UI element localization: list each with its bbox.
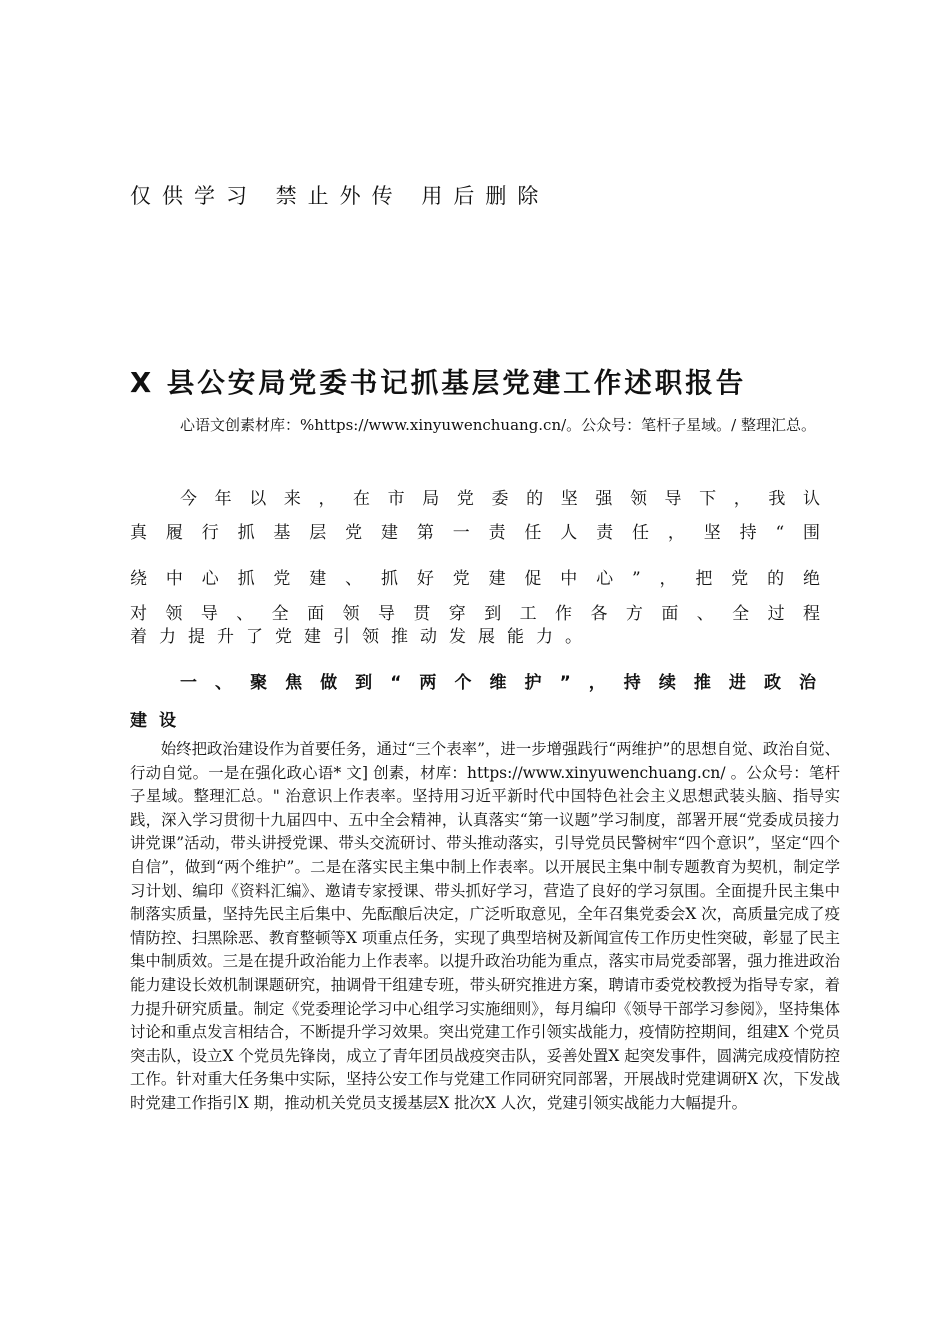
intro-line-5: 着力提升了党建引领推动发展能力。 <box>130 627 594 647</box>
section-1-heading-line-2: 建设 <box>130 711 188 731</box>
notice-banner: 仅供学习 禁止外传 用后删除 <box>130 184 550 208</box>
section-1-heading-line-1: 一、聚焦做到“两个维护”，持续推进政治 <box>180 673 816 693</box>
intro-line-3: 绕中心抓党建、抓好党建促中心”，把党的绝 <box>130 569 820 589</box>
section-1-body: 始终把政治建设作为首要任务，通过“三个表率”，进一步增强践行“两维护”的思想自觉、政治自觉、行动自觉。一是在强化政心语* 文] 创素，材库：https://www.xinyuwenchuang.cn/ 。公众号：笔杆子星域。整理汇总。" 治意识上作表率。坚持用习近平新时代中国特色社会主义思想武装头脑、指导实践，深入学习贯彻十九届四中、五中全会精神，认真落实“第一议题”学习制度，部署开展“党委成员接力讲党课”活动，带头讲授党课、带头交流研讨、带头推动落实，引导党员民警树牢“四个意识”，坚定“四个自信”，做到“两个维护”。二是在落实民主集中制上作表率。以开展民主集中制专题教育为契机，制定学习计划、编印《资料汇编》、邀请专家授课、带头抓好学习，营造了良好的学习氛围。全面提升民主集中制落实质量，坚持先民主后集中、先酝酿后决定，广泛听取意见，全年召集党委会X 次，高质量完成了疫情防控、扫黑除恶、教育整顿等X 项重点任务，实现了典型培树及新闻宣传工作历史性突破，彰显了民主集中制质效。三是在提升政治能力上作表率。以提升政治功能为重点，落实市局党委部署，强力推进政治能力建设长效机制课题研究，抽调骨干组建专班，带头研究推进方案，聘请市委党校教授为指导专家，着力提升研究质量。制定《党委理论学习中心组学习实施细则》，每月编印《领导干部学习参阅》，坚持集体讨论和重点发言相结合，不断提升学习效果。突出党建工作引领实战能力，疫情防控期间，组建X 个党员突击队，设立X 个党员先锋岗，成立了青年团员战疫突击队，妥善处置X 起突发事件，圆满完成疫情防控工作。针对重大任务集中实际，坚持公安工作与党建工作同研究同部署，开展战时党建调研X 次，下发战时党建工作指引X 期，推动机关党员支援基层X 批次X 人次，党建引领实战能力大幅提升。 <box>130 740 840 1112</box>
source-line: 心语文创素材库：%https://www.xinyuwenchuang.cn/。公众号：笔杆子星域。/ 整理汇总。 <box>180 416 817 434</box>
intro-line-2: 真履行抓基层党建第一责任人责任，坚持“围 <box>130 523 820 543</box>
intro-line-1: 今年以来，在市局党委的坚强领导下，我认 <box>180 489 820 509</box>
intro-line-4: 对领导、全面领导贯穿到工作各方面、全过程 <box>130 604 820 624</box>
document-title: X 县公安局党委书记抓基层党建工作述职报告 <box>130 367 747 399</box>
